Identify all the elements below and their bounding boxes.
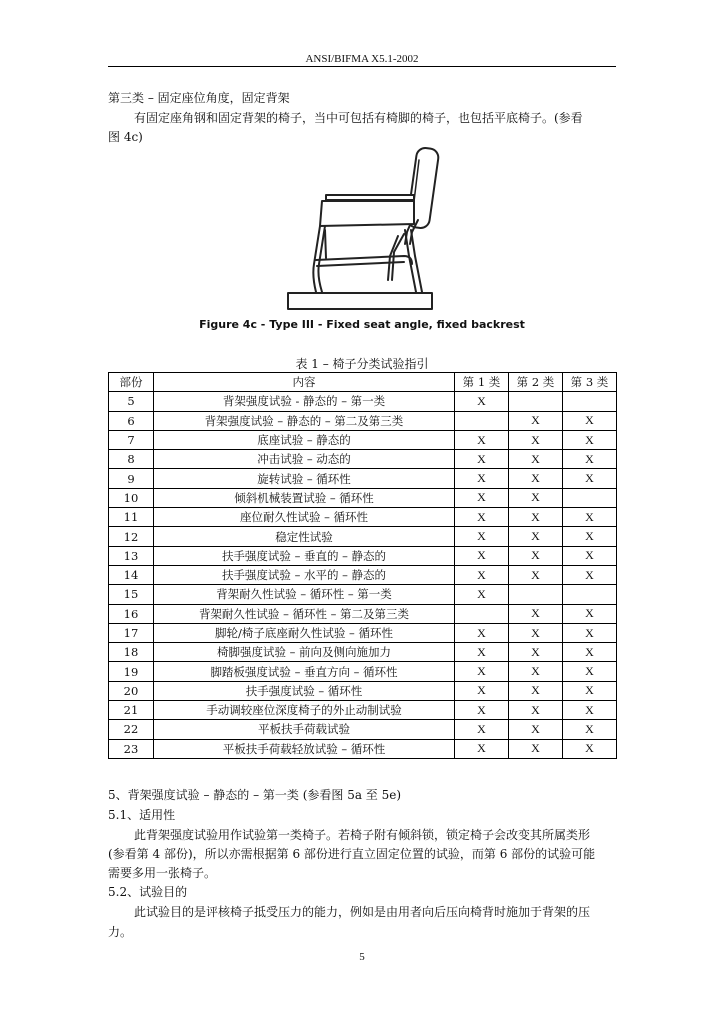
cell-part-number: 23 bbox=[109, 739, 154, 758]
cell-type3-mark: X bbox=[563, 546, 617, 565]
cell-type3-mark: X bbox=[563, 508, 617, 527]
cell-content: 手动调较座位深度椅子的外止动制试验 bbox=[154, 701, 455, 720]
col-header-type1: 第 1 类 bbox=[455, 373, 509, 392]
section-5-2-heading: 5.2、试验目的 bbox=[108, 885, 188, 899]
cell-content: 脚踏板强度试验 – 垂直方向 – 循环性 bbox=[154, 662, 455, 681]
cell-type2-mark: X bbox=[509, 411, 563, 430]
cell-content: 底座试验 – 静态的 bbox=[154, 430, 455, 449]
cell-content: 扶手强度试验 – 水平的 – 静态的 bbox=[154, 565, 455, 584]
paragraph-line: (参看第 4 部份)，所以亦需根据第 6 部份进行直立固定位置的试验，而第 6 部份的试验可能 bbox=[108, 847, 596, 861]
cell-part-number: 5 bbox=[109, 392, 154, 411]
cell-type1-mark: X bbox=[455, 681, 509, 700]
cell-type1-mark: X bbox=[455, 643, 509, 662]
cell-type3-mark: X bbox=[563, 469, 617, 488]
cell-content: 背架耐久性试验 – 循环性 – 第一类 bbox=[154, 585, 455, 604]
cell-type1-mark: X bbox=[455, 585, 509, 604]
table-row bbox=[109, 701, 617, 720]
cell-type2-mark: X bbox=[509, 623, 563, 642]
cell-type3-mark bbox=[563, 488, 617, 507]
cell-part-number: 15 bbox=[109, 585, 154, 604]
table-row bbox=[109, 546, 617, 565]
cell-content: 稳定性试验 bbox=[154, 527, 455, 546]
cell-type1-mark: X bbox=[455, 450, 509, 469]
cell-part-number: 16 bbox=[109, 604, 154, 623]
cell-content: 倾斜机械装置试验 – 循环性 bbox=[154, 488, 455, 507]
cell-content: 背架耐久性试验 – 循环性 – 第二及第三类 bbox=[154, 604, 455, 623]
cell-part-number: 22 bbox=[109, 720, 154, 739]
cell-part-number: 6 bbox=[109, 411, 154, 430]
cell-type2-mark: X bbox=[509, 508, 563, 527]
col-header-content: 内容 bbox=[154, 373, 455, 392]
paragraph-line: 此试验目的是评核椅子抵受压力的能力，例如是由用者向后压向椅背时施加于背架的压 bbox=[134, 905, 591, 919]
cell-content: 椅脚强度试验 – 前向及侧向施加力 bbox=[154, 643, 455, 662]
col-header-type2: 第 2 类 bbox=[509, 373, 563, 392]
cell-part-number: 20 bbox=[109, 681, 154, 700]
cell-part-number: 9 bbox=[109, 469, 154, 488]
cell-type2-mark: X bbox=[509, 720, 563, 739]
table-row bbox=[109, 430, 617, 449]
cell-part-number: 13 bbox=[109, 546, 154, 565]
cell-type2-mark: X bbox=[509, 546, 563, 565]
cell-type1-mark: X bbox=[455, 565, 509, 584]
cell-part-number: 8 bbox=[109, 450, 154, 469]
cell-type2-mark: X bbox=[509, 681, 563, 700]
cell-type1-mark: X bbox=[455, 739, 509, 758]
cell-part-number: 18 bbox=[109, 643, 154, 662]
table-row bbox=[109, 681, 617, 700]
cell-type3-mark: X bbox=[563, 662, 617, 681]
table-row bbox=[109, 565, 617, 584]
table-row bbox=[109, 527, 617, 546]
cell-type1-mark: X bbox=[455, 508, 509, 527]
table-row bbox=[109, 623, 617, 642]
table-row bbox=[109, 720, 617, 739]
section-description-line: 图 4c) bbox=[108, 130, 143, 144]
table-row bbox=[109, 662, 617, 681]
cell-type3-mark: X bbox=[563, 450, 617, 469]
cell-type3-mark: X bbox=[563, 681, 617, 700]
cell-content: 冲击试验 – 动态的 bbox=[154, 450, 455, 469]
cell-type2-mark bbox=[509, 585, 563, 604]
floor-platform bbox=[288, 293, 432, 309]
cell-type3-mark: X bbox=[563, 565, 617, 584]
table-header-row bbox=[109, 373, 617, 392]
chair-illustration bbox=[208, 140, 508, 312]
classification-table bbox=[108, 372, 617, 759]
cell-content: 平板扶手荷载轻放试验 – 循环性 bbox=[154, 739, 455, 758]
cell-content: 脚轮/椅子底座耐久性试验 – 循环性 bbox=[154, 623, 455, 642]
section-5-heading: 5、背架强度试验 – 静态的 – 第一类 (参看图 5a 至 5e) bbox=[108, 788, 402, 802]
cell-type2-mark: X bbox=[509, 488, 563, 507]
cell-type2-mark: X bbox=[509, 469, 563, 488]
table-row bbox=[109, 585, 617, 604]
cell-type2-mark: X bbox=[509, 604, 563, 623]
cell-type3-mark: X bbox=[563, 604, 617, 623]
table-row bbox=[109, 488, 617, 507]
cell-part-number: 21 bbox=[109, 701, 154, 720]
running-header: ANSI/BIFMA X5.1-2002 bbox=[305, 53, 419, 65]
cell-type2-mark: X bbox=[509, 450, 563, 469]
cell-type2-mark: X bbox=[509, 527, 563, 546]
cell-type2-mark: X bbox=[509, 662, 563, 681]
paragraph-line: 需要多用一张椅子。 bbox=[108, 866, 217, 880]
cell-type1-mark: X bbox=[455, 720, 509, 739]
table-row bbox=[109, 739, 617, 758]
section-heading: 第三类 – 固定座位角度，固定背架 bbox=[108, 91, 290, 105]
cell-type2-mark: X bbox=[509, 739, 563, 758]
cell-content: 背架强度试验 – 静态的 – 第二及第三类 bbox=[154, 411, 455, 430]
cell-type1-mark: X bbox=[455, 701, 509, 720]
table-body bbox=[109, 392, 617, 759]
cell-part-number: 19 bbox=[109, 662, 154, 681]
header-rule bbox=[108, 66, 616, 67]
cell-part-number: 10 bbox=[109, 488, 154, 507]
cell-type1-mark: X bbox=[455, 430, 509, 449]
seat bbox=[326, 195, 414, 200]
table-row bbox=[109, 508, 617, 527]
cell-type1-mark: X bbox=[455, 527, 509, 546]
table-row bbox=[109, 604, 617, 623]
cell-type2-mark bbox=[509, 392, 563, 411]
cell-type3-mark: X bbox=[563, 623, 617, 642]
table-row bbox=[109, 450, 617, 469]
cell-type3-mark: X bbox=[563, 739, 617, 758]
cell-type2-mark: X bbox=[509, 565, 563, 584]
cell-type1-mark bbox=[455, 411, 509, 430]
table-row bbox=[109, 392, 617, 411]
cell-type3-mark: X bbox=[563, 701, 617, 720]
cell-type3-mark bbox=[563, 392, 617, 411]
table-row bbox=[109, 411, 617, 430]
paragraph-line: 力。 bbox=[108, 925, 133, 939]
cell-type3-mark: X bbox=[563, 430, 617, 449]
cell-part-number: 14 bbox=[109, 565, 154, 584]
section-5-1-heading: 5.1、适用性 bbox=[108, 808, 176, 822]
cell-part-number: 7 bbox=[109, 430, 154, 449]
cell-content: 扶手强度试验 – 循环性 bbox=[154, 681, 455, 700]
cell-type1-mark: X bbox=[455, 488, 509, 507]
section-description-line: 有固定座角钢和固定背架的椅子，当中可包括有椅脚的椅子，也包括平底椅子。(参看 bbox=[134, 111, 583, 125]
cell-part-number: 17 bbox=[109, 623, 154, 642]
cell-type2-mark: X bbox=[509, 430, 563, 449]
cell-type1-mark: X bbox=[455, 469, 509, 488]
page-number: 5 bbox=[359, 951, 365, 963]
figure-caption: Figure 4c - Type III - Fixed seat angle, fixed backrest bbox=[199, 318, 525, 331]
cell-type1-mark bbox=[455, 604, 509, 623]
col-header-part: 部份 bbox=[109, 373, 154, 392]
table-title: 表 1 – 椅子分类试验指引 bbox=[295, 357, 429, 371]
table-row bbox=[109, 469, 617, 488]
cell-type2-mark: X bbox=[509, 701, 563, 720]
cell-type3-mark: X bbox=[563, 527, 617, 546]
cell-content: 背架强度试验 - 静态的 – 第一类 bbox=[154, 392, 455, 411]
cell-content: 平板扶手荷载试验 bbox=[154, 720, 455, 739]
cell-type1-mark: X bbox=[455, 546, 509, 565]
paragraph-line: 此背架强度试验用作试验第一类椅子。若椅子附有倾斜锁，锁定椅子会改变其所属类形 bbox=[134, 828, 591, 842]
table-row bbox=[109, 643, 617, 662]
cell-part-number: 12 bbox=[109, 527, 154, 546]
cell-content: 扶手强度试验 – 垂直的 – 静态的 bbox=[154, 546, 455, 565]
cell-type2-mark: X bbox=[509, 643, 563, 662]
cell-type3-mark: X bbox=[563, 643, 617, 662]
cell-content: 旋转试验 – 循环性 bbox=[154, 469, 455, 488]
cell-type1-mark: X bbox=[455, 392, 509, 411]
cell-type1-mark: X bbox=[455, 623, 509, 642]
cell-type3-mark bbox=[563, 585, 617, 604]
cell-type3-mark: X bbox=[563, 720, 617, 739]
cell-part-number: 11 bbox=[109, 508, 154, 527]
cell-type3-mark: X bbox=[563, 411, 617, 430]
cell-content: 座位耐久性试验 – 循环性 bbox=[154, 508, 455, 527]
cell-type1-mark: X bbox=[455, 662, 509, 681]
col-header-type3: 第 3 类 bbox=[563, 373, 617, 392]
